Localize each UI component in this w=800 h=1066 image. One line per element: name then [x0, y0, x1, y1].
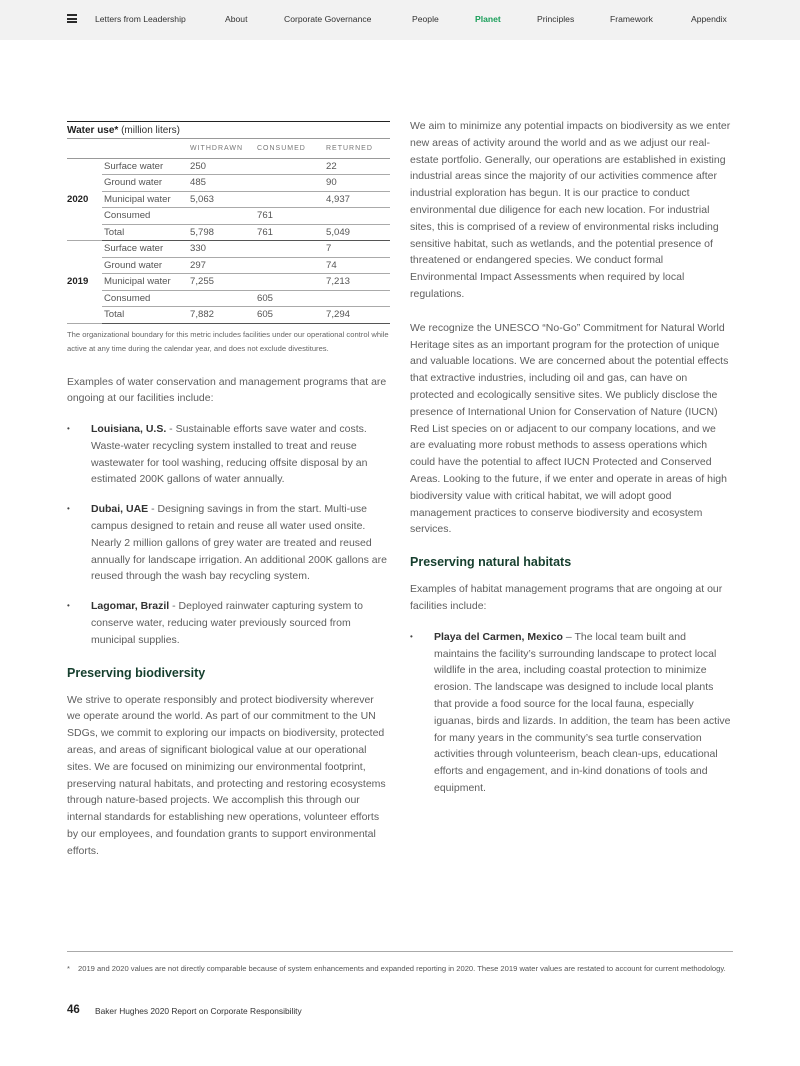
list-item: • Dubai, UAE - Designing savings in from the start. Multi-use campus designed to retain and reuse all water used onsite. Nearly 2 million gallons of grey water are treated and reused annually for landscape irrigation. An additional 200K gallons are reused through the wash bay recycling system. [67, 501, 390, 585]
nav-appendix[interactable]: Appendix [691, 14, 727, 24]
table-row: Municipal water 5,063 4,937 [67, 191, 390, 208]
table-note: The organizational boundary for this metric includes facilities under our operational control while active at any time during the calendar year, and does not exclude divestitures. [67, 329, 389, 353]
nav-principles[interactable]: Principles [537, 14, 575, 24]
water-table-title: Water use* (million liters) [67, 121, 390, 139]
unesco-paragraph: We recognize the UNESCO “No-Go” Commitment for Natural World Heritage sites as an important program for the protection of unique and valuable locations. We are concerned about the potential effects that extractive industries, including oil and gas, can have on protected and ecologically sensitive sites. We publicly disclose the presence of International Union for Conservation of Nature (IUCN) Red List species on or adjacent to our company locations, and we are evaluating more robust methods to assess operations which could have the potential to affect IUCN Protected and Conserved Areas. Looking to the future, if we enter and operate in areas of high biodiversity value with critical habitat, we will adopt good management practices to conserve biodiversity and ecosystem services. [410, 321, 729, 536]
table-row: Ground water 297 74 [67, 257, 390, 274]
water-programs-list [67, 421, 390, 649]
table-row-total: Total 5,798 761 5,049 [67, 224, 390, 241]
list-item: • Playa del Carmen, Mexico – The local team built and maintains the facility’s surrounding landscape to protect local wildlife in the area, including coastal protection to minimize erosion. The landscape was designed to include local plants that provide a food source for the local fauna, especially iguanas, birds and lizards. In addition, the team has been active for many years in the community’s sea turtle conservation activities through volunteerism, beach clean-ups, educational efforts and engagement, and in-kind donations of tools and equipment. [410, 629, 733, 797]
footnote-divider [67, 951, 733, 952]
table-row: Consumed 761 [67, 208, 390, 225]
nav-letters-from-leadership[interactable]: Letters from Leadership [95, 14, 186, 24]
top-navigation [0, 0, 800, 40]
habitat-programs-list [410, 629, 733, 797]
biodiversity-paragraph: We strive to operate responsibly and protect biodiversity wherever we operate around the world. As part of our commitment to the UN SDGs, we commit to exploring our impacts on biodiversity, protected areas, and areas of significant biological value at our operational sites. We are focused on minimizing our environmental footprint, preserving natural habitats, and protecting and restoring ecosystems through nature-based projects. We accomplish this through our internal standards for establishing new operations, volunteer efforts by our employees, and foundation grants to support environmental efforts. [67, 693, 386, 857]
table-row: Ground water 485 90 [67, 175, 390, 192]
table-row: 2019 Surface water 330 7 [67, 241, 390, 258]
water-use-table [67, 139, 390, 324]
nav-corporate-governance[interactable]: Corporate Governance [284, 14, 372, 24]
nav-about[interactable]: About [225, 14, 248, 24]
hamburger-menu-icon[interactable] [67, 14, 77, 23]
page-number: 46 [67, 1004, 80, 1016]
nav-people[interactable]: People [412, 14, 439, 24]
table-row: 2020 Surface water 250 22 [67, 158, 390, 175]
table-row: Consumed 605 [67, 290, 390, 307]
biodiversity-impacts-paragraph: We aim to minimize any potential impacts on biodiversity as we enter new areas of activity around the world and as we adjust our real-estate portfolio. Generally, our operations are established in existing industrial areas since the majority of our activities commence after industrial exploration has begun. It is our practice to conduct environmental due diligence for each new location. For industrial sites, this is comprised of a review of environmental risks including sensitive habitat, such as wetlands, and the potential presence of threatened or endangered species. We conduct formal Environmental Impact Assessments when required by local regulations. [410, 120, 731, 300]
header-returned: RETURNED [326, 139, 390, 158]
heading-preserving-natural-habitats: Preserving natural habitats [410, 555, 572, 570]
table-row: Municipal water 7,255 7,213 [67, 274, 390, 291]
table-row-total: Total 7,882 605 7,294 [67, 307, 390, 324]
right-column [410, 118, 733, 797]
header-consumed: CONSUMED [257, 139, 326, 158]
header-withdrawn: WITHDRAWN [190, 139, 257, 158]
list-item: • Louisiana, U.S. - Sustainable efforts save water and costs. Waste-water recycling system installed to treat and reuse wastewater for tool washing, reducing offsite disposal by an estimated 200K gallons of water annually. [67, 421, 390, 488]
year-cell: 2019 [67, 241, 102, 324]
list-item: • Lagomar, Brazil - Deployed rainwater capturing system to conserve water, reducing water previously sourced from municipal supplies. [67, 598, 390, 648]
habitat-programs-intro: Examples of habitat management programs that are ongoing at our facilities include: [410, 583, 723, 612]
left-column [67, 121, 390, 860]
table-header-row [67, 139, 390, 158]
water-programs-intro: Examples of water conservation and management programs that are ongoing at our facilities include: [67, 375, 387, 405]
nav-framework[interactable]: Framework [610, 14, 653, 24]
nav-planet[interactable]: Planet [475, 14, 501, 24]
report-title: Baker Hughes 2020 Report on Corporate Responsibility [95, 1006, 302, 1016]
heading-preserving-biodiversity: Preserving biodiversity [67, 665, 206, 680]
footnote: * 2019 and 2020 values are not directly comparable because of system enhancements and expanded reporting in 2020. These 2019 water values are restated to account for current methodology. [67, 964, 726, 973]
year-cell: 2020 [67, 158, 102, 241]
